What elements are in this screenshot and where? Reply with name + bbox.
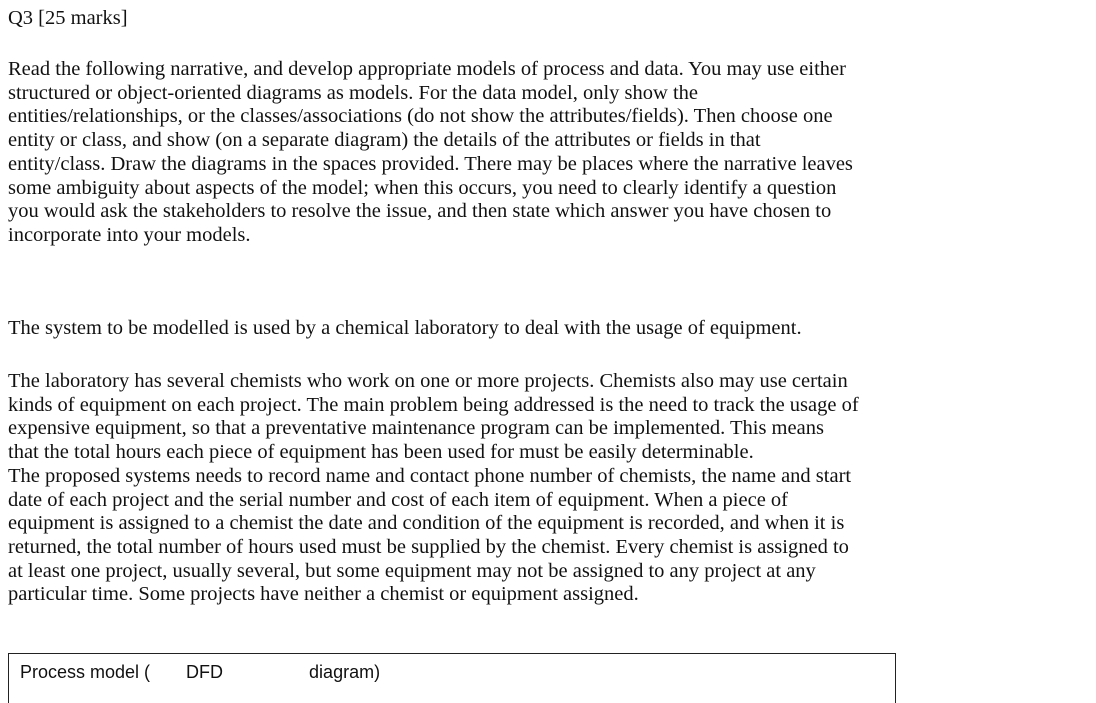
exam-page xyxy=(8,0,1093,695)
narrative-line: kinds of equipment on each project. The main problem being addressed is the need to track the usage of xyxy=(8,393,859,416)
instructions-paragraph xyxy=(8,58,853,248)
narrative-line: returned, the total number of hours used must be supplied by the chemist. Every chemist is assigned to xyxy=(8,535,849,558)
system-intro-line: The system to be modelled is used by a chemical laboratory to deal with the usage of equipment. xyxy=(8,317,802,339)
process-model-label xyxy=(20,661,380,683)
narrative-paragraph xyxy=(8,370,859,607)
narrative-line: The proposed systems needs to record name and contact phone number of chemists, the name and start xyxy=(8,464,852,487)
instructions-line: Read the following narrative, and develop appropriate models of process and data. You may use either xyxy=(8,58,846,80)
instructions-line: you would ask the stakeholders to resolve the issue, and then state which answer you have chosen to xyxy=(8,200,832,223)
process-model-label-dfd: DFD xyxy=(186,662,224,682)
process-model-answer-box[interactable] xyxy=(8,653,896,703)
instructions-line: entities/relationships, or the classes/associations (do not show the attributes/fields). Then choose one xyxy=(8,105,833,128)
narrative-line: equipment is assigned to a chemist the date and condition of the equipment is recorded, and when it is xyxy=(8,512,845,535)
narrative-line: The laboratory has several chemists who work on one or more projects. Chemists also may use certain xyxy=(8,370,848,392)
instructions-line: entity/class. Draw the diagrams in the spaces provided. There may be places where the narrative leaves xyxy=(8,152,853,175)
narrative-line: that the total hours each piece of equipment has been used for must be easily determinable. xyxy=(8,441,754,464)
instructions-line: entity or class, and show (on a separate diagram) the details of the attributes or fields in that xyxy=(8,129,761,152)
narrative-line: particular time. Some projects have neither a chemist or equipment assigned. xyxy=(8,583,639,606)
instructions-line: incorporate into your models. xyxy=(8,223,251,246)
narrative-line: expensive equipment, so that a preventative maintenance program can be implemented. This means xyxy=(8,417,824,440)
question-heading: Q3 [25 marks] xyxy=(8,7,128,29)
narrative-line: at least one project, usually several, but some equipment may not be assigned to any project at any xyxy=(8,559,816,582)
instructions-line: structured or object-oriented diagrams as models. For the data model, only show the xyxy=(8,81,698,104)
instructions-line: some ambiguity about aspects of the model; when this occurs, you need to clearly identify a question xyxy=(8,176,837,199)
narrative-line: date of each project and the serial number and cost of each item of equipment. When a piece of xyxy=(8,488,789,511)
process-model-label-start: Process model ( xyxy=(20,662,151,682)
process-model-label-end: diagram) xyxy=(309,662,381,682)
system-intro-paragraph xyxy=(8,317,802,341)
